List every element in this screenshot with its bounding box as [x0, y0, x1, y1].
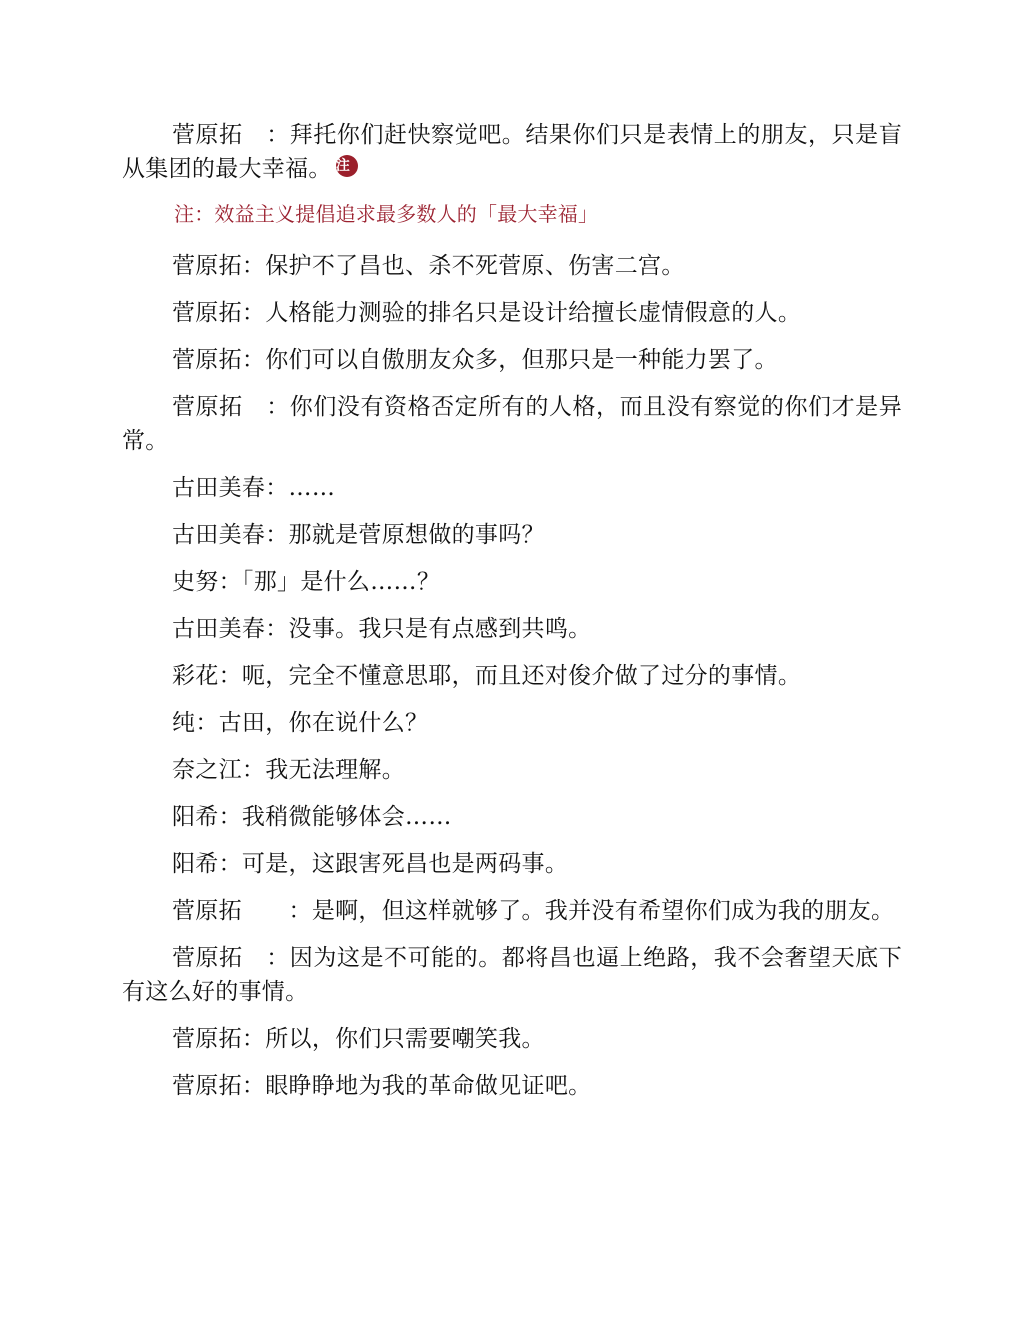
- dialogue-text: 「那」是什么……？: [241, 569, 441, 595]
- speaker-separator: ：: [218, 569, 242, 595]
- speaker-name: 纯: [172, 710, 196, 736]
- speaker-name: 菅原拓: [172, 898, 242, 924]
- speaker-name: 史努: [172, 569, 219, 595]
- speaker-name: 古田美春: [172, 475, 266, 501]
- speaker-separator: ：: [242, 122, 290, 148]
- dialogue-text: 呃，完全不懂意思耶，而且还对俊介做了过分的事情。: [241, 663, 802, 689]
- dialogue-text: 古田，你在说什么？: [218, 710, 429, 736]
- dialogue-text: 保护不了昌也、杀不死菅原、伤害二宫。: [265, 253, 685, 279]
- dialogue-text: 可是，这跟害死昌也是两码事。: [241, 851, 569, 877]
- dialogue-text: 因为这是不可能的。都将昌也逼上绝路，我不会奢望天底下有这么好的事情。: [122, 945, 902, 1005]
- speaker-separator: ：: [241, 1073, 266, 1099]
- speaker-separator: ：: [241, 300, 266, 326]
- speaker-separator: ：: [242, 394, 290, 420]
- speaker-name: 阳希: [172, 851, 219, 877]
- dialogue-text: 人格能力测验的排名只是设计给擅长虚情假意的人。: [265, 300, 802, 326]
- dialogue-text: 没事。我只是有点感到共鸣。: [288, 616, 592, 642]
- dialogue-line: [122, 659, 902, 693]
- dialogue-text: 我稍微能够体会……: [241, 804, 452, 830]
- dialogue-text: 那就是菅原想做的事吗？: [288, 522, 545, 548]
- speaker-name: 菅原拓: [172, 394, 243, 420]
- dialogue-line: [122, 118, 902, 186]
- speaker-separator: ：: [218, 804, 242, 830]
- dialogue-text: 你们没有资格否定所有的人格，而且没有察觉的你们才是异常。: [122, 394, 902, 454]
- dialogue-text: 眼睁睁地为我的革命做见证吧。: [265, 1073, 592, 1099]
- dialogue-line: [122, 1022, 902, 1056]
- speaker-name: 菅原拓: [172, 347, 242, 373]
- speaker-separator: ：: [241, 347, 266, 373]
- note-marker-icon[interactable]: 注: [336, 155, 358, 177]
- speaker-separator: ：: [218, 851, 242, 877]
- speaker-separator: ：: [241, 898, 312, 924]
- speaker-separator: ：: [218, 663, 242, 689]
- dialogue-line: [122, 800, 902, 834]
- speaker-separator: ：: [242, 945, 290, 971]
- speaker-separator: ：: [241, 1026, 266, 1052]
- speaker-name: 菅原拓: [172, 1073, 242, 1099]
- dialogue-line: [122, 565, 902, 599]
- speaker-separator: ：: [241, 757, 266, 783]
- dialogue-line: [122, 847, 902, 881]
- dialogue-line: [122, 390, 902, 458]
- dialogue-line: [122, 343, 902, 377]
- speaker-name: 阳希: [172, 804, 219, 830]
- dialogue-text: ……: [288, 475, 336, 501]
- dialogue-line: [122, 706, 902, 740]
- dialogue-line: [122, 894, 902, 928]
- dialogue-line: [122, 1069, 902, 1103]
- dialogue-line: [122, 941, 902, 1009]
- dialogue-text: 你们可以自傲朋友众多，但那只是一种能力罢了。: [265, 347, 778, 373]
- speaker-name: 菅原拓: [172, 945, 243, 971]
- speaker-separator: ：: [265, 616, 289, 642]
- speaker-name: 彩花: [172, 663, 219, 689]
- speaker-separator: ：: [195, 710, 219, 736]
- speaker-name: 古田美春: [172, 522, 266, 548]
- dialogue-line: [122, 249, 902, 283]
- speaker-name: 奈之江: [172, 757, 242, 783]
- dialogue-text: 我无法理解。: [265, 757, 406, 783]
- dialogue-text: 拜托你们赶快察觉吧。结果你们只是表情上的朋友，只是盲从集团的最大幸福。: [122, 122, 902, 182]
- speaker-separator: ：: [265, 475, 289, 501]
- dialogue-text: 是啊，但这样就够了。我并没有希望你们成为我的朋友。: [311, 898, 895, 924]
- dialogue-line: [122, 612, 902, 646]
- speaker-name: 菅原拓: [172, 122, 243, 148]
- dialogue-line: [122, 471, 902, 505]
- speaker-separator: ：: [241, 253, 266, 279]
- speaker-name: 菅原拓: [172, 300, 242, 326]
- dialogue-text: 所以，你们只需要嘲笑我。: [265, 1026, 545, 1052]
- dialogue-line: [122, 296, 902, 330]
- document-page: [122, 118, 902, 1116]
- dialogue-line: [122, 518, 902, 552]
- speaker-name: 菅原拓: [172, 1026, 242, 1052]
- speaker-name: 古田美春: [172, 616, 266, 642]
- speaker-name: 菅原拓: [172, 253, 242, 279]
- footnote: 注：效益主义提倡追求最多数人的「最大幸福」: [174, 202, 599, 226]
- speaker-separator: ：: [265, 522, 289, 548]
- dialogue-line: [122, 753, 902, 787]
